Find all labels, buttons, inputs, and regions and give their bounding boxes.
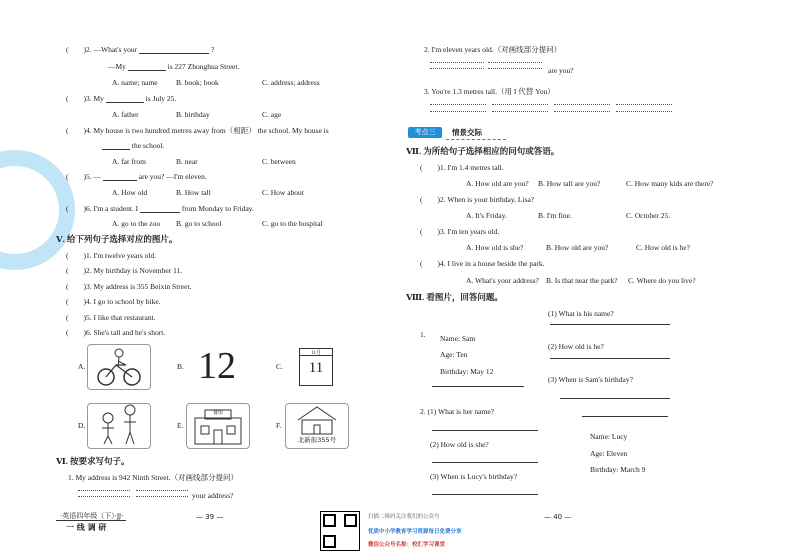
restaurant-sign: 餐馆 xyxy=(212,411,223,416)
q6-option-c: C. go to the hospital xyxy=(262,219,323,228)
footer-wechat-text: 微信公众号名称：校汇学习课堂 xyxy=(368,542,446,548)
sec8-p1-num: 1. xyxy=(420,330,426,339)
pic-label-c: C. xyxy=(276,362,283,371)
sec7-q4-b: B. Is that near the park? xyxy=(546,276,618,285)
q4-option-b: B. near xyxy=(176,157,198,166)
q4-line2: the school. xyxy=(102,141,164,150)
card-rule xyxy=(432,386,524,387)
sec5-item-2: ( )2. My birthday is November 11. xyxy=(66,266,183,275)
pic-address xyxy=(285,403,349,449)
answer-line xyxy=(432,462,538,463)
q2-stem: ( )2. —What's your ? xyxy=(66,45,215,54)
section-6-title: Ⅵ. 按要求写句子。 xyxy=(56,456,130,466)
sec7-q2-c: C. October 25. xyxy=(626,211,671,220)
answer-line xyxy=(78,496,130,497)
sec8-p1-q2: (2) How old is he? xyxy=(548,342,604,351)
right-q2: 2. I'm eleven years old.（对画线部分提问） xyxy=(424,45,562,54)
pic-restaurant xyxy=(186,403,250,449)
page-number-left: — 39 — xyxy=(196,513,224,521)
q4-option-a: A. far from xyxy=(112,157,146,166)
sec6-q1-end: your address? xyxy=(192,491,234,500)
sec5-item-5: ( )5. I like that restaurant. xyxy=(66,313,156,322)
sec7-q1-a: A. How old are you? xyxy=(466,179,529,188)
section-underline xyxy=(446,139,506,140)
q6-stem: ( )6. I'm a student. I from Monday to Friday. xyxy=(66,204,254,213)
sec7-q1: ( )1. I'm 1.4 metres tall. xyxy=(420,163,504,172)
sec5-item-3: ( )3. My address is 355 Beixin Street. xyxy=(66,282,192,291)
pic-label-a: A. xyxy=(78,362,86,371)
q4-stem: ( )4. My house is two hundred metres away from（相距） the school. My house is xyxy=(66,126,329,135)
right-q3: 3. You're 1.3 metres tall.（用 I 代替 You） xyxy=(424,87,555,96)
section-5-title: Ⅴ. 给下列句子选择对应的图片。 xyxy=(56,234,178,244)
sec8-p1-q1: (1) What is his name? xyxy=(548,309,614,318)
sec7-q3: ( )3. I'm ten years old. xyxy=(420,227,500,236)
answer-line xyxy=(432,494,538,495)
section-3-title: 情景交际 xyxy=(452,128,482,137)
calendar-date: 11 xyxy=(308,360,324,376)
sec7-q2: ( )2. When is your birthday, Lisa? xyxy=(420,195,535,204)
pic-number-12 xyxy=(186,344,248,388)
sec7-q2-b: B. I'm fine. xyxy=(538,211,572,220)
section-8-title: Ⅷ. 看图片，回答问题。 xyxy=(406,292,503,302)
sec6-q1: 1. My address is 942 Ninth Street.（对画线部分提问） xyxy=(68,473,238,482)
answer-line xyxy=(430,62,484,63)
q3-stem: ( )3. My is July 25. xyxy=(66,94,177,103)
sec8-p1-age: Age: Ten xyxy=(440,350,468,359)
q2-line2: —My is 227 Zhonghua Street. xyxy=(108,62,240,71)
sec7-q1-c: C. How many kids are there? xyxy=(626,179,714,188)
sec7-q3-b: B. How old are you? xyxy=(546,243,609,252)
q6-option-a: A. go to the zoo xyxy=(112,219,161,228)
answer-line xyxy=(616,111,672,112)
pic-label-f: F. xyxy=(276,421,282,430)
answer-line xyxy=(492,111,548,112)
sec7-q4: ( )4. I live in a house beside the park. xyxy=(420,259,545,268)
q2-option-c: C. address; address xyxy=(262,78,320,87)
sec8-p2-q3: (3) When is Lucy's birthday? xyxy=(430,472,518,481)
q4-option-c: C. between xyxy=(262,157,296,166)
sec8-p1-q3: (3) When is Sam's birthday? xyxy=(548,375,633,384)
pic-bike xyxy=(87,344,151,390)
q5-option-c: C. How about xyxy=(262,188,304,197)
sec7-q4-a: A. What's your address? xyxy=(466,276,539,285)
answer-line xyxy=(488,68,542,69)
sec7-q4-c: C. Where do you live? xyxy=(628,276,696,285)
answer-line xyxy=(492,104,548,105)
page-number-right: — 40 — xyxy=(544,513,572,521)
calendar-icon: 11月 11 xyxy=(299,348,333,386)
answer-line xyxy=(616,104,672,105)
section-7-title: Ⅶ. 为所给句子选择相应的问句或答语。 xyxy=(406,146,560,156)
section-badge: 考点三 xyxy=(408,127,442,138)
footer-scan-text: 扫描二维码关注我们的公众号 xyxy=(368,514,440,520)
answer-line xyxy=(430,104,486,105)
pic-tall-short xyxy=(87,403,151,449)
right-q2-end: are you? xyxy=(548,66,574,75)
number-12-text: 12 xyxy=(198,345,236,387)
answer-line xyxy=(430,68,484,69)
answer-line xyxy=(430,111,486,112)
answer-line xyxy=(432,430,538,431)
sec8-p2-name: Name: Lucy xyxy=(590,432,628,441)
sec8-p1-name: Name: Sam xyxy=(440,334,476,343)
q2-option-b: B. book; book xyxy=(176,78,219,87)
answer-line xyxy=(78,490,130,491)
sec8-p2-age: Age: Eleven xyxy=(590,449,628,458)
answer-line xyxy=(136,490,188,491)
footer-rule xyxy=(56,520,126,521)
q5-option-b: B. How tall xyxy=(176,188,211,197)
pic-label-d: D. xyxy=(78,421,86,430)
answer-line xyxy=(560,398,670,399)
footer-promo-text: 优质中小学教育学习资源每日免费分享 xyxy=(368,529,462,535)
pic-label-e: E. xyxy=(177,421,184,430)
answer-line xyxy=(550,324,670,325)
card-rule xyxy=(582,416,668,417)
footer-brand: 一 线 调 研 xyxy=(66,523,107,532)
watermark-ring xyxy=(0,150,75,270)
sec5-item-4: ( )4. I go to school by bike. xyxy=(66,297,161,306)
sec8-p2-q1: 2. (1) What is her name? xyxy=(420,407,495,416)
q5-stem: ( )5. — are you? —I'm eleven. xyxy=(66,172,207,181)
sec8-p1-birthday: Birthday: May 12 xyxy=(440,367,494,376)
q3-option-a: A. father xyxy=(112,110,139,119)
q3-option-c: C. age xyxy=(262,110,282,119)
sec8-p2-birthday: Birthday: March 9 xyxy=(590,465,646,474)
q2-option-a: A. name; name xyxy=(112,78,158,87)
house-icon xyxy=(286,404,348,436)
qr-code-icon xyxy=(320,511,360,551)
answer-line xyxy=(488,62,542,63)
sec7-q1-b: B. How tall are you? xyxy=(538,179,601,188)
address-text: 北新街355号 xyxy=(297,436,337,444)
footer-book-title: ·英语四年级（下）·JJ· xyxy=(60,512,124,520)
q6-option-b: B. go to school xyxy=(176,219,222,228)
sec5-item-1: ( )1. I'm twelve years old. xyxy=(66,251,157,260)
bike-icon xyxy=(88,345,150,389)
answer-line xyxy=(554,111,610,112)
answer-line xyxy=(136,496,188,497)
q5-option-a: A. How old xyxy=(112,188,148,197)
q3-option-b: B. birthday xyxy=(176,110,210,119)
sec7-q3-a: A. How old is she? xyxy=(466,243,524,252)
sec5-item-6: ( )6. She's tall and he's short. xyxy=(66,328,166,337)
pic-label-b: B. xyxy=(177,362,184,371)
answer-line xyxy=(550,358,670,359)
sec7-q3-c: C. How old is he? xyxy=(636,243,690,252)
sec8-p2-q2: (2) How old is she? xyxy=(430,440,489,449)
pic-calendar xyxy=(285,344,347,388)
sec7-q2-a: A. It's Friday. xyxy=(466,211,507,220)
answer-line xyxy=(554,104,610,105)
people-icon xyxy=(88,404,150,448)
